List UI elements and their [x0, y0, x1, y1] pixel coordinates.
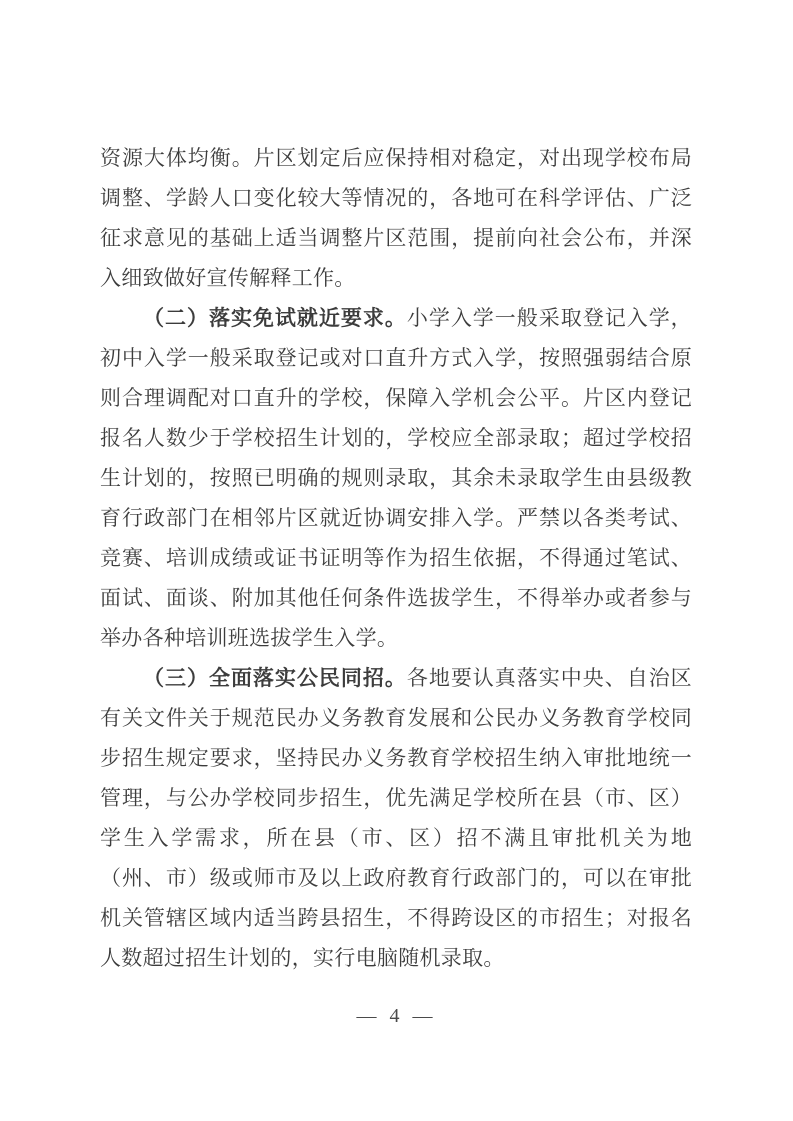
paragraph-lead: （二）落实免试就近要求。: [143, 306, 407, 330]
paragraph-section-3: [100, 658, 692, 978]
paragraph-section-2: [100, 298, 692, 658]
document-body: [100, 138, 692, 978]
paragraph-lead: （三）全面落实公民同招。: [143, 666, 407, 690]
paragraph-text: 各地要认真落实中央、自治区有关文件关于规范民办义务教育发展和公民办义务教育学校同步招生规定要求，坚持民办义务教育学校招生纳入审批地统一管理，与公办学校同步招生，优先满足学校所在县（市、区）学生入学需求，所在县（市、区）招不满且审批机关为地（州、市）级或师市及以上政府教育行政部门的，可以在审批机关管辖区域内适当跨县招生，不得跨设区的市招生；对报名人数超过招生计划的，实行电脑随机录取。: [100, 666, 692, 970]
page-footer: [0, 1005, 793, 1028]
paragraph-text: 资源大体均衡。片区划定后应保持相对稳定，对出现学校布局调整、学龄人口变化较大等情况的，各地可在科学评估、广泛征求意见的基础上适当调整片区范围，提前向社会公布，并深入细致做好宣传解释工作。: [100, 146, 692, 290]
page-number: — 4 —: [356, 1005, 437, 1027]
paragraph-text: 小学入学一般采取登记入学，初中入学一般采取登记或对口直升方式入学，按照强弱结合原则合理调配对口直升的学校，保障入学机会公平。片区内登记报名人数少于学校招生计划的，学校应全部录取；超过学校招生计划的，按照已明确的规则录取，其余未录取学生由县级教育行政部门在相邻片区就近协调安排入学。严禁以各类考试、竞赛、培训成绩或证书证明等作为招生依据，不得通过笔试、面试、面谈、附加其他任何条件选拔学生，不得举办或者参与举办各种培训班选拔学生入学。: [100, 306, 692, 650]
paragraph-continuation: [100, 138, 692, 298]
